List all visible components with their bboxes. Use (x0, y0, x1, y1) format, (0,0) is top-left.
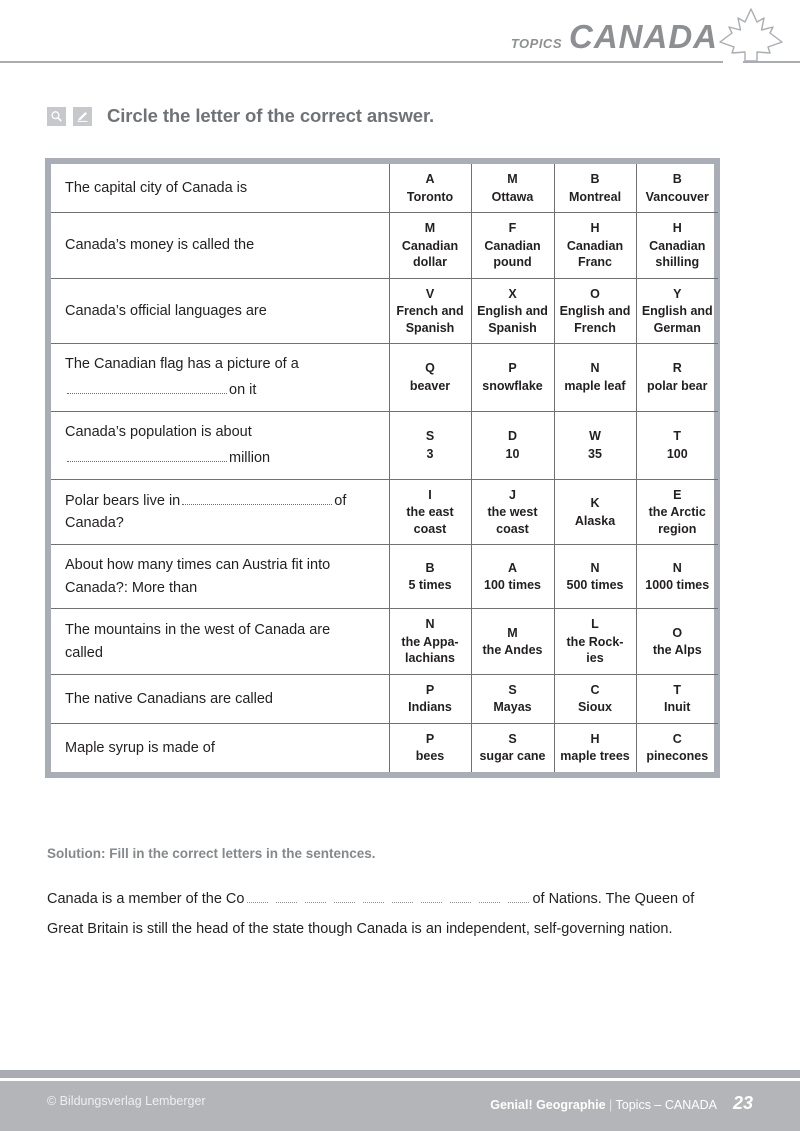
option-text: Canadian Franc (566, 238, 624, 269)
question-cell (51, 609, 389, 675)
option-text: the east coast (406, 505, 454, 536)
option-text: Mayas (493, 700, 532, 715)
option-text: Canadian shilling (649, 238, 706, 269)
option-cell[interactable] (471, 674, 554, 723)
option-text: 100 times (484, 578, 541, 593)
option-text: 5 times (408, 578, 452, 593)
table-row (51, 278, 718, 344)
option-letter: P (425, 682, 435, 697)
option-letter: N (590, 361, 600, 376)
option-text: snowflake (482, 378, 543, 393)
option-cell[interactable] (389, 278, 471, 344)
option-letter: B (672, 172, 682, 186)
footer-copyright: © Bildungsverlag Lemberger (47, 1094, 206, 1108)
question-prefix: Polar bears live in (65, 492, 181, 509)
table-row (51, 213, 718, 279)
option-text: English and French (559, 304, 631, 335)
option-text: the Arctic region (648, 505, 706, 536)
option-cell[interactable] (554, 609, 636, 675)
option-cell[interactable] (389, 344, 471, 412)
question-suffix: million (229, 450, 271, 467)
option-letter: S (508, 682, 517, 697)
option-text: Canadian pound (484, 238, 541, 269)
option-letter: F (508, 221, 517, 235)
solution-heading: Solution: Fill in the correct letters in the sentences. (47, 846, 376, 861)
option-text: the Appa- lachians (401, 634, 459, 666)
option-cell[interactable] (636, 411, 718, 479)
page-title: CANADA (569, 18, 718, 55)
option-cell[interactable] (471, 278, 554, 344)
option-cell[interactable] (554, 723, 636, 772)
fill-in-blank[interactable] (67, 448, 227, 463)
solution-fill-in-blank[interactable] (247, 885, 529, 915)
quiz-table (51, 164, 718, 772)
table-row (51, 674, 718, 723)
option-cell[interactable] (554, 278, 636, 344)
option-letter: J (509, 487, 516, 502)
option-cell[interactable] (636, 479, 718, 545)
option-letter: P (508, 361, 517, 376)
option-text: 3 (426, 446, 434, 461)
question-blank-line (65, 379, 379, 401)
option-cell[interactable] (389, 164, 471, 213)
option-letter: H (672, 221, 682, 235)
option-cell[interactable] (389, 674, 471, 723)
header-rule-left (0, 61, 723, 63)
option-cell[interactable] (389, 545, 471, 609)
option-letter: W (589, 429, 601, 444)
footer-series-subtitle: Topics – CANADA (615, 1098, 717, 1112)
option-letter: X (508, 286, 517, 301)
option-letter: M (507, 172, 518, 186)
option-text: Canadian dollar (401, 238, 459, 269)
option-cell[interactable] (471, 545, 554, 609)
option-letter: Q (425, 361, 435, 376)
table-row (51, 479, 718, 545)
option-letter: I (428, 487, 432, 502)
option-text: the Alps (652, 643, 702, 658)
option-cell[interactable] (471, 609, 554, 675)
option-cell[interactable] (389, 723, 471, 772)
question-cell (51, 344, 389, 412)
option-cell[interactable] (636, 164, 718, 213)
footer-series (490, 1098, 717, 1112)
option-letter: C (672, 731, 682, 746)
option-text: the west coast (487, 505, 538, 536)
option-letter: A (507, 560, 518, 575)
question-text: The mountains in the west of Canada are (65, 622, 331, 639)
option-letter: E (673, 487, 682, 502)
option-text: 100 (666, 446, 688, 461)
option-text: beaver (409, 378, 451, 393)
question-cell (51, 545, 389, 609)
option-letter: T (673, 682, 682, 697)
option-letter: S (425, 429, 435, 444)
option-text: sugar cane (479, 749, 546, 764)
option-cell[interactable] (389, 479, 471, 545)
magnifier-icon (47, 107, 66, 126)
option-text: Toronto (406, 189, 454, 204)
question-cell (51, 411, 389, 479)
option-text: Inuit (664, 700, 691, 715)
option-text: 35 (588, 446, 602, 461)
option-cell[interactable] (471, 213, 554, 279)
option-text: Sioux (577, 700, 613, 715)
question-text: Canada’s population is about (65, 423, 252, 440)
option-letter: M (507, 625, 518, 640)
option-text: French and Spanish (396, 304, 464, 335)
option-text: Vancouver (645, 189, 709, 204)
question-text: Canada’s official languages are (65, 302, 267, 319)
option-letter: B (590, 172, 600, 186)
option-letter: K (590, 496, 600, 511)
option-text: polar bear (647, 378, 708, 393)
option-text: bees (415, 749, 445, 764)
option-cell[interactable] (636, 674, 718, 723)
option-text: maple leaf (564, 378, 626, 393)
footer-series-title: Genial! Geographie (490, 1098, 606, 1112)
footer-separator: | (609, 1098, 613, 1112)
option-cell[interactable] (554, 545, 636, 609)
question-text-line2: Canada? (65, 515, 124, 532)
pencil-icon (73, 107, 92, 126)
option-cell[interactable] (471, 344, 554, 412)
option-text: 10 (505, 446, 520, 461)
option-letter: S (508, 731, 517, 746)
question-cell (51, 278, 389, 344)
option-text: 1000 times (645, 578, 710, 593)
option-cell[interactable] (554, 411, 636, 479)
option-letter: B (425, 560, 435, 575)
option-letter: N (672, 560, 682, 575)
option-text: 500 times (566, 578, 624, 593)
option-text: maple trees (560, 749, 630, 764)
question-text (65, 490, 379, 512)
option-cell[interactable] (636, 213, 718, 279)
option-cell[interactable] (554, 479, 636, 545)
option-cell[interactable] (471, 723, 554, 772)
question-text: The Canadian flag has a picture of a (65, 356, 299, 372)
option-text: Alaska (574, 513, 616, 528)
option-letter: P (425, 731, 435, 746)
question-text: The capital city of Canada is (65, 179, 248, 196)
maple-leaf-icon (716, 6, 786, 64)
option-letter: V (425, 286, 435, 301)
table-row (51, 164, 718, 213)
option-text: the Andes (482, 643, 543, 658)
option-cell[interactable] (471, 411, 554, 479)
option-letter: H (590, 221, 600, 235)
question-suffix: on it (229, 382, 257, 399)
solution-paragraph (47, 885, 725, 944)
option-cell[interactable] (389, 213, 471, 279)
option-cell[interactable] (554, 674, 636, 723)
question-cell (51, 674, 389, 723)
quiz-table-frame (45, 158, 720, 778)
question-text: Maple syrup is made of (65, 739, 215, 756)
option-cell[interactable] (636, 545, 718, 609)
option-cell[interactable] (471, 479, 554, 545)
option-text: Ottawa (491, 189, 534, 204)
table-row (51, 723, 718, 772)
solution-text-after: of Nations. The Queen of Great Britain is still the head of the state though Canada is an independent, self-governing nation. (47, 891, 695, 937)
question-text: Canada’s money is called the (65, 237, 255, 254)
option-cell[interactable] (636, 278, 718, 344)
footer-right-group (490, 1093, 753, 1114)
option-letter: O (590, 286, 600, 301)
option-text: Indians (408, 700, 452, 715)
option-cell[interactable] (389, 609, 471, 675)
option-letter: N (590, 560, 600, 575)
table-row (51, 344, 718, 412)
question-blank-line (65, 447, 379, 469)
question-text: About how many times can Austria fit into (65, 557, 331, 574)
option-text: English and Spanish (477, 304, 548, 335)
option-letter: Y (673, 286, 682, 301)
question-text-line2: Canada?: More than (65, 579, 198, 596)
option-letter: N (425, 617, 435, 632)
option-cell[interactable] (554, 164, 636, 213)
question-cell (51, 723, 389, 772)
option-letter: M (424, 221, 436, 235)
fill-in-blank[interactable] (67, 380, 227, 395)
header-topics-label: TOPICS (510, 36, 562, 51)
instruction-text: Circle the letter of the correct answer. (107, 105, 435, 126)
question-cell (51, 213, 389, 279)
option-cell[interactable] (471, 164, 554, 213)
table-row (51, 609, 718, 675)
question-cell (51, 479, 389, 545)
page-header (0, 0, 800, 72)
question-text-line2: called (65, 644, 103, 661)
table-row (51, 545, 718, 609)
option-cell[interactable] (554, 344, 636, 412)
option-text: Montreal (568, 189, 622, 204)
option-letter: L (591, 617, 599, 632)
option-cell[interactable] (636, 344, 718, 412)
table-row (51, 411, 718, 479)
option-letter: A (425, 172, 435, 186)
question-cell (51, 164, 389, 213)
page-number: 23 (732, 1093, 753, 1113)
option-letter: D (507, 429, 518, 444)
option-text: pinecones (646, 749, 709, 764)
option-cell[interactable] (636, 723, 718, 772)
option-text: English and German (641, 304, 713, 335)
option-text: the Rock- ies (566, 634, 624, 666)
option-cell[interactable] (554, 213, 636, 279)
option-letter: H (590, 731, 600, 746)
option-letter: T (673, 429, 682, 444)
fill-in-blank[interactable] (182, 490, 332, 505)
option-letter: O (672, 625, 683, 640)
option-letter: C (590, 682, 600, 697)
option-cell[interactable] (636, 609, 718, 675)
footer-top-strip (0, 1070, 800, 1078)
question-text: The native Canadians are called (65, 690, 273, 707)
question-suffix: of (334, 492, 347, 509)
instruction-row (47, 105, 434, 127)
option-letter: R (672, 361, 682, 376)
solution-text-before: Canada is a member of the Co (47, 891, 245, 907)
header-title-group (511, 18, 718, 56)
option-cell[interactable] (389, 411, 471, 479)
